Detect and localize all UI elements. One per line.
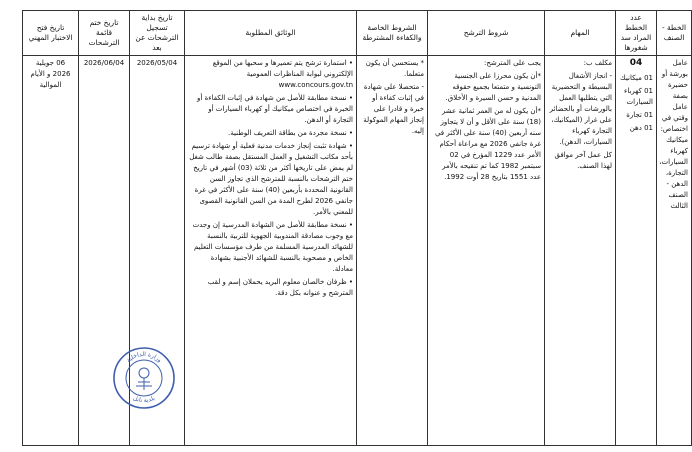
task-line: - انجاز الأشغال البسيطة و التحضيرية التي يتطلبها العمل بالورشات أو بالحضائر على غرار (الميكانيك، التجارة كهرباء السيارات، الدهن). bbox=[549, 72, 612, 146]
doc-line: • استمارة ترشح يتم تعميرها و سحبها من الموقع الإلكتروني لبوابة المناظرات العمومية www.concours.gov.tn bbox=[212, 59, 353, 89]
header-conditions: شروط الترشح bbox=[428, 11, 545, 56]
cell-count bbox=[616, 56, 657, 446]
special-line: - متحصلا على شهادة في إثبات كفاءة أو خبرة و قادرا على إنجاز المهام الموكولة إليه. bbox=[363, 83, 424, 135]
cell-special bbox=[357, 56, 428, 446]
header-category: الخطة - الصنف bbox=[657, 11, 692, 56]
task-line: كل عمل آخر موافق لهذا الصنف. bbox=[554, 151, 612, 170]
count-line: 01 ميكانيك bbox=[620, 74, 653, 82]
condition-line: *أن يكون له من العمر ثمانية عشر (18) سنة على الأقل و أن لا يتجاوز سنه أربعين (40) سنة على الأكثر في غرة جانفي 2026 مع مراعاة أحكام الأمر عدد 1229 المؤرخ في 02 سبتمبر 1982 كما تم تنقيحه بالأمر عدد 1551 بتاريخ 28 أوت 1992. bbox=[434, 107, 541, 181]
cell-exam-date: 06 جويلية 2026 و الأيام الموالية bbox=[23, 56, 79, 446]
header-row bbox=[23, 11, 692, 56]
cell-close-date: 2026/06/04 bbox=[79, 56, 130, 446]
count-line: 01 كهرباء السيارات bbox=[624, 87, 653, 106]
doc-line: • نسخة مطابقة للأصل من شهادة في إثبات الكفاءة أو الخبرة في اختصاص ميكانيك أو كهرباء السيارات أو التجارة أو الدهن. bbox=[197, 94, 353, 124]
cell-conditions bbox=[428, 56, 545, 446]
header-special: الشروط الخاصة والكفاءة المشترطة bbox=[357, 11, 428, 56]
header-open-date: تاريخ بداية تسجيل الترشحات عن بعد bbox=[130, 11, 185, 56]
doc-line: • ظرفان خالصان معلوم البريد يحملان إسم و لقب المترشح و عنوانه بكل دقة. bbox=[207, 278, 353, 297]
header-tasks: المهام bbox=[545, 11, 616, 56]
count-line: 01 تجارة bbox=[626, 111, 653, 119]
stamp-bottom-text: بلدية نابل bbox=[131, 394, 157, 405]
cell-docs bbox=[185, 56, 357, 446]
condition-line: يجب على المترشح: bbox=[484, 59, 541, 67]
special-line: * يستحسن أن يكون متعلما. bbox=[365, 59, 424, 78]
header-exam-date: تاريخ فتح الاختبار المهني bbox=[23, 11, 79, 56]
cell-category: عامل بورشة أو حضيرة بصفة عامل وقتي في اختصاص: ميكانيك كهرباء السيارات، التجارة، الدهن - الصنف الثالث bbox=[657, 56, 692, 446]
cell-tasks bbox=[545, 56, 616, 446]
cell-open-date: 2026/05/04 bbox=[130, 56, 185, 446]
header-docs: الوثائق المطلوبة bbox=[185, 11, 357, 56]
header-close-date: تاريخ ختم قائمة الترشحات bbox=[79, 11, 130, 56]
task-line: مكلف ب: bbox=[583, 59, 612, 67]
count-total: 04 bbox=[629, 58, 643, 68]
doc-line: • شهادة تثبت إنجاز خدمات مدنية فعلية أو شهادة ترسيم بأحد مكاتب التشغيل و العمل المستقل بصفة طالب شغل لم يمض على تاريخها أكثر من ثلاثة (03) أشهر في تاريخ ختم الترشحات بالنسبة للمترشح الذي تجاوز السن القانونية المحددة بأربعين (40) سنة على الأكثر في غرة جانفي 2026 لطرح المدة من السن القانونية القصوى للمعني بالأمر. bbox=[189, 142, 353, 216]
header-count: عدد الخطط المراد سد شغورها bbox=[616, 11, 657, 56]
doc-line: • نسخة مجردة من بطاقة التعريف الوطنية. bbox=[228, 129, 353, 137]
condition-line: *أن يكون محرزا على الجنسية التونسية و متمتعا بجميع حقوقه المدنية و حسن السيرة و الأخلاق. bbox=[445, 72, 541, 102]
doc-line: • نسخة مطابقة للأصل من الشهادة المدرسية إن وجدت مع وجوب مصادقة المندوبية الجهوية للتربية بالنسبة للشهائد المدرسية المسلمة من طرف مؤسسات التعليم الخاص و مصحوبة بالنسبة للشهائد الأجنبية بشهادة معادلة. bbox=[192, 221, 353, 273]
official-stamp-icon bbox=[112, 346, 176, 410]
count-line: 01 دهن bbox=[629, 124, 653, 132]
svg-text:وزارة الداخلية bbox=[125, 351, 163, 364]
stamp-top-text: وزارة الداخلية bbox=[125, 350, 163, 364]
